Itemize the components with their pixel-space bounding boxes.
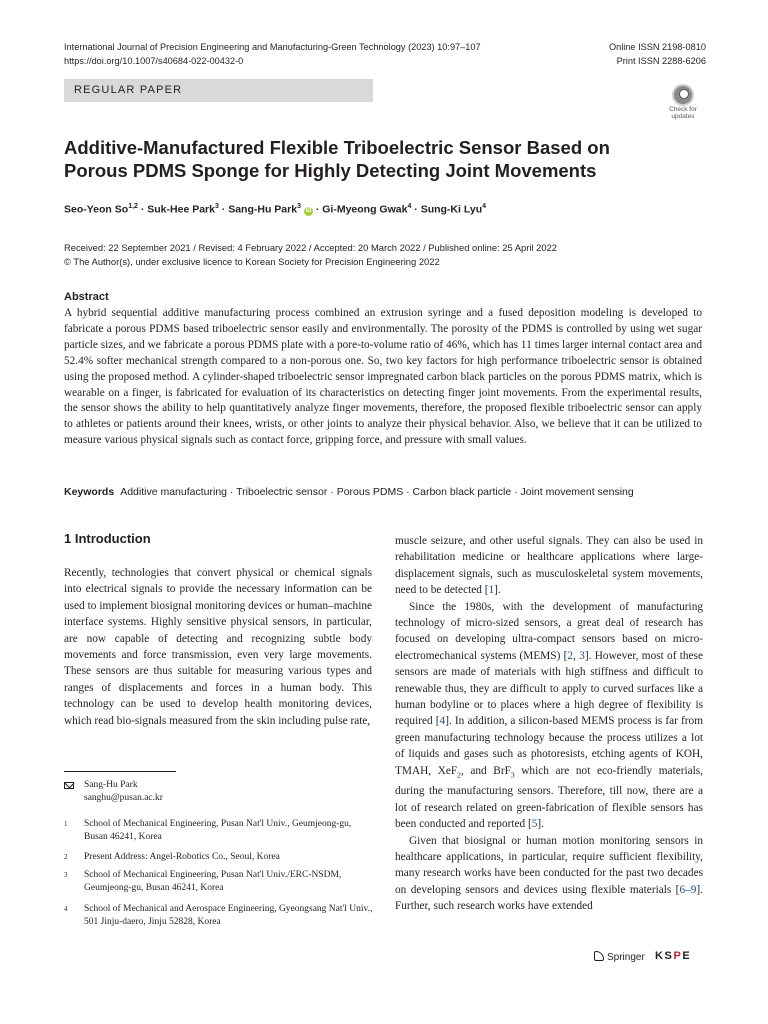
section-heading: 1 Introduction (64, 531, 151, 546)
corresponding-author (64, 779, 374, 807)
affiliation-footnote (64, 903, 374, 931)
article-type-banner (64, 79, 373, 102)
paragraph: Given that biosignal or human motion monitoring sensors in healthcare applications, in particular, require sufficient flexibility, many research works have been conducted for the past two decades on developing sensors and devices using flexible materials [6–9]. Further, such research works have extended (395, 834, 703, 913)
corresponding-name: Sang-Hu Park (84, 780, 138, 790)
article-type-label: REGULAR PAPER (74, 84, 183, 96)
doi-link[interactable]: https://doi.org/10.1007/s40684-022-00432-0 (64, 55, 244, 66)
springer-logo (594, 951, 645, 963)
affiliation-number: 1 (64, 820, 68, 828)
crossmark-icon (672, 84, 694, 106)
publication-dates (64, 241, 557, 269)
citation-link[interactable]: 6–9 (679, 883, 697, 896)
author-name[interactable]: Sang-Hu Park (228, 203, 298, 216)
springer-horse-icon (594, 951, 604, 961)
paragraph: Recently, technologies that convert physical or chemical signals into electrical signals to provide the necessary information can be used to implement biosignal monitoring devices or human–machine interface systems. Highly sensitive physical sensors, in particular, are now capable of detecting and recognizing subtle body movements and force transmission, even very large movements. These sensors are thus suitable for measuring various types and ranges of displacements and forces in a human body. This technology can be used to develop health monitoring devices, which read bio-signals measured from the skin including pulse rate, (64, 567, 372, 727)
kspe-logo: KSPE (655, 950, 692, 962)
citation-link[interactable]: 5 (531, 818, 538, 831)
affiliation-text: School of Mechanical and Aerospace Engineering, Gyeongsang Nat'l Univ., 501 Jinju-daero, Jinju 52828, Korea (84, 904, 373, 928)
author-name[interactable]: Gi-Myeong Gwak (322, 203, 408, 216)
date-history: Received: 22 September 2021 / Revised: 4 February 2022 / Accepted: 20 March 2022 / Published online: 25 April 2022 (64, 242, 558, 253)
author-affil: 4 (407, 203, 412, 210)
issn-print: Print ISSN 2288-6206 (616, 55, 706, 66)
keywords-label: Keywords (64, 486, 115, 498)
footnote-divider (64, 771, 176, 772)
author-affil: 3 (297, 203, 301, 210)
crossmark-line1: Check for (669, 106, 697, 113)
orcid-icon[interactable]: iD (305, 207, 312, 214)
author-name[interactable]: Sung-Ki Lyu (420, 203, 483, 216)
author-name[interactable]: Suk-Hee Park (147, 203, 215, 216)
citation-link[interactable]: 4 (439, 715, 446, 728)
citation-link[interactable]: 2 (567, 649, 574, 662)
springer-wordmark: Springer (607, 952, 645, 963)
check-for-updates-button[interactable] (663, 84, 703, 124)
abstract-text: A hybrid sequential additive manufacturing process combined an extrusion syringe and a fused deposition modeling is developed to fabricate a porous PDMS based triboelectric sensor easily and environmentally. The porosity of the PDMS is controlled by using wet sugar particle sizes, and we fabricate a porous PDMS plate with a pore-to-volume ratio of 46%, which has 11 times larger internal contact area and 52.4% softer mechanical strength compared to a non-porous one. So, two key factors for high performance triboelectric sensor is obtained using the proposed method. A cylinder-shaped triboelectric sensor impregnated carbon black particles on the porous PDMS matrix, which is wearable on a finger, is fabricated for evaluation of its characteristics on detecting finger joint movements. From the experimental results, the sensor shows the ability to help quantitatively analyze finger movements, therefore, the proposed flexible triboelectric sensor can apply to athletes or patients around their knees, wrists, or other joints to analyze their physical behavior. Also, we believe that it can be utilized to measure various physical signals such as contact force, gripping force, and pressure with small values. (64, 307, 702, 447)
affiliation-text: School of Mechanical Engineering, Pusan Nat'l Univ., Geumjeong-gu, Busan 46241, Korea (84, 819, 352, 843)
affiliation-footnote (64, 818, 374, 846)
body-column-left (64, 565, 372, 729)
paragraph: Since the 1980s, with the development of manufacturing technology of micro-sized sensors, a great deal of research has focused on developing ultra-compact sensors based on micro-electromechanical systems (MEMS) [2, 3]. However, most of these sensors are made of materials with high stiffness and difficult to renewable thus, they are difficult to apply to curved surfaces like a human bodyline or to places where a high degree of flexibility is required [4]. In addition, a silicon-based MEMS process is far from green manufacturing technology because the process utilizes a lot of liquids and gases such as photoresists, etching agents of KOH, TMAH, XeF$_2$, and BrF$_3$ which are not eco-friendly materials, during the manufacturing sensors. Therefore, till now, there are a lot of research related on green-fabrication of flexible sensors has been conducted and reported [5]. (395, 600, 703, 831)
affiliation-text: School of Mechanical Engineering, Pusan Nat'l Univ./ERC-NSDM, Geumjeong-gu, Busan 46241, Korea (84, 870, 342, 894)
journal-citation: International Journal of Precision Engineering and Manufacturing-Green Technology (2023) 10:97–107 (64, 42, 481, 52)
paragraph: muscle seizure, and other useful signals. They can also be used in rehabilitation medicine or healthcare applications where large-displacement signals, such as musculoskeletal system movements, need to be detected [1]. (395, 535, 703, 597)
citation-link[interactable]: 1 (488, 584, 495, 597)
affiliation-number: 2 (64, 853, 68, 861)
author-name[interactable]: Seo-Yeon So (64, 203, 129, 216)
keywords-list: Additive manufacturing · Triboelectric sensor · Porous PDMS · Carbon black particle · Joint movement sensing (120, 486, 634, 498)
running-header (64, 41, 481, 68)
author-affil: 1,2 (128, 203, 138, 210)
crossmark-line2: updates (671, 113, 695, 120)
copyright-line: © The Author(s), under exclusive licence to Korean Society for Precision Engineering 2022 (64, 256, 440, 267)
keywords (64, 486, 714, 498)
envelope-icon (64, 782, 74, 789)
affiliation-text: Present Address: Angel-Robotics Co., Seoul, Korea (84, 852, 280, 862)
body-column-right (395, 533, 703, 915)
citation-link[interactable]: 3 (579, 649, 585, 662)
issn-block (609, 41, 706, 68)
affiliation-number: 3 (64, 871, 68, 879)
affiliation-footnote (64, 869, 374, 897)
affiliation-number: 4 (64, 905, 68, 913)
corresponding-email[interactable]: sanghu@pusan.ac.kr (84, 793, 163, 804)
paper-title: Additive-Manufactured Flexible Triboelectric Sensor Based on Porous PDMS Sponge for Highly Detecting Joint Movements (64, 137, 610, 181)
affiliation-footnote (64, 851, 374, 865)
issn-online: Online ISSN 2198-0810 (608, 42, 706, 52)
author-list: Seo-Yeon So$^{1,2}$ · Suk-Hee Park$^3$ · Sang-Hu Park$^3$ iD · Gi-Myeong Gwak$^4$ · Sung-Ki Lyu$^4$ (64, 203, 487, 216)
abstract-heading: Abstract (64, 291, 109, 303)
author-affil: 3 (214, 203, 219, 210)
author-affil: 4 (482, 203, 487, 210)
